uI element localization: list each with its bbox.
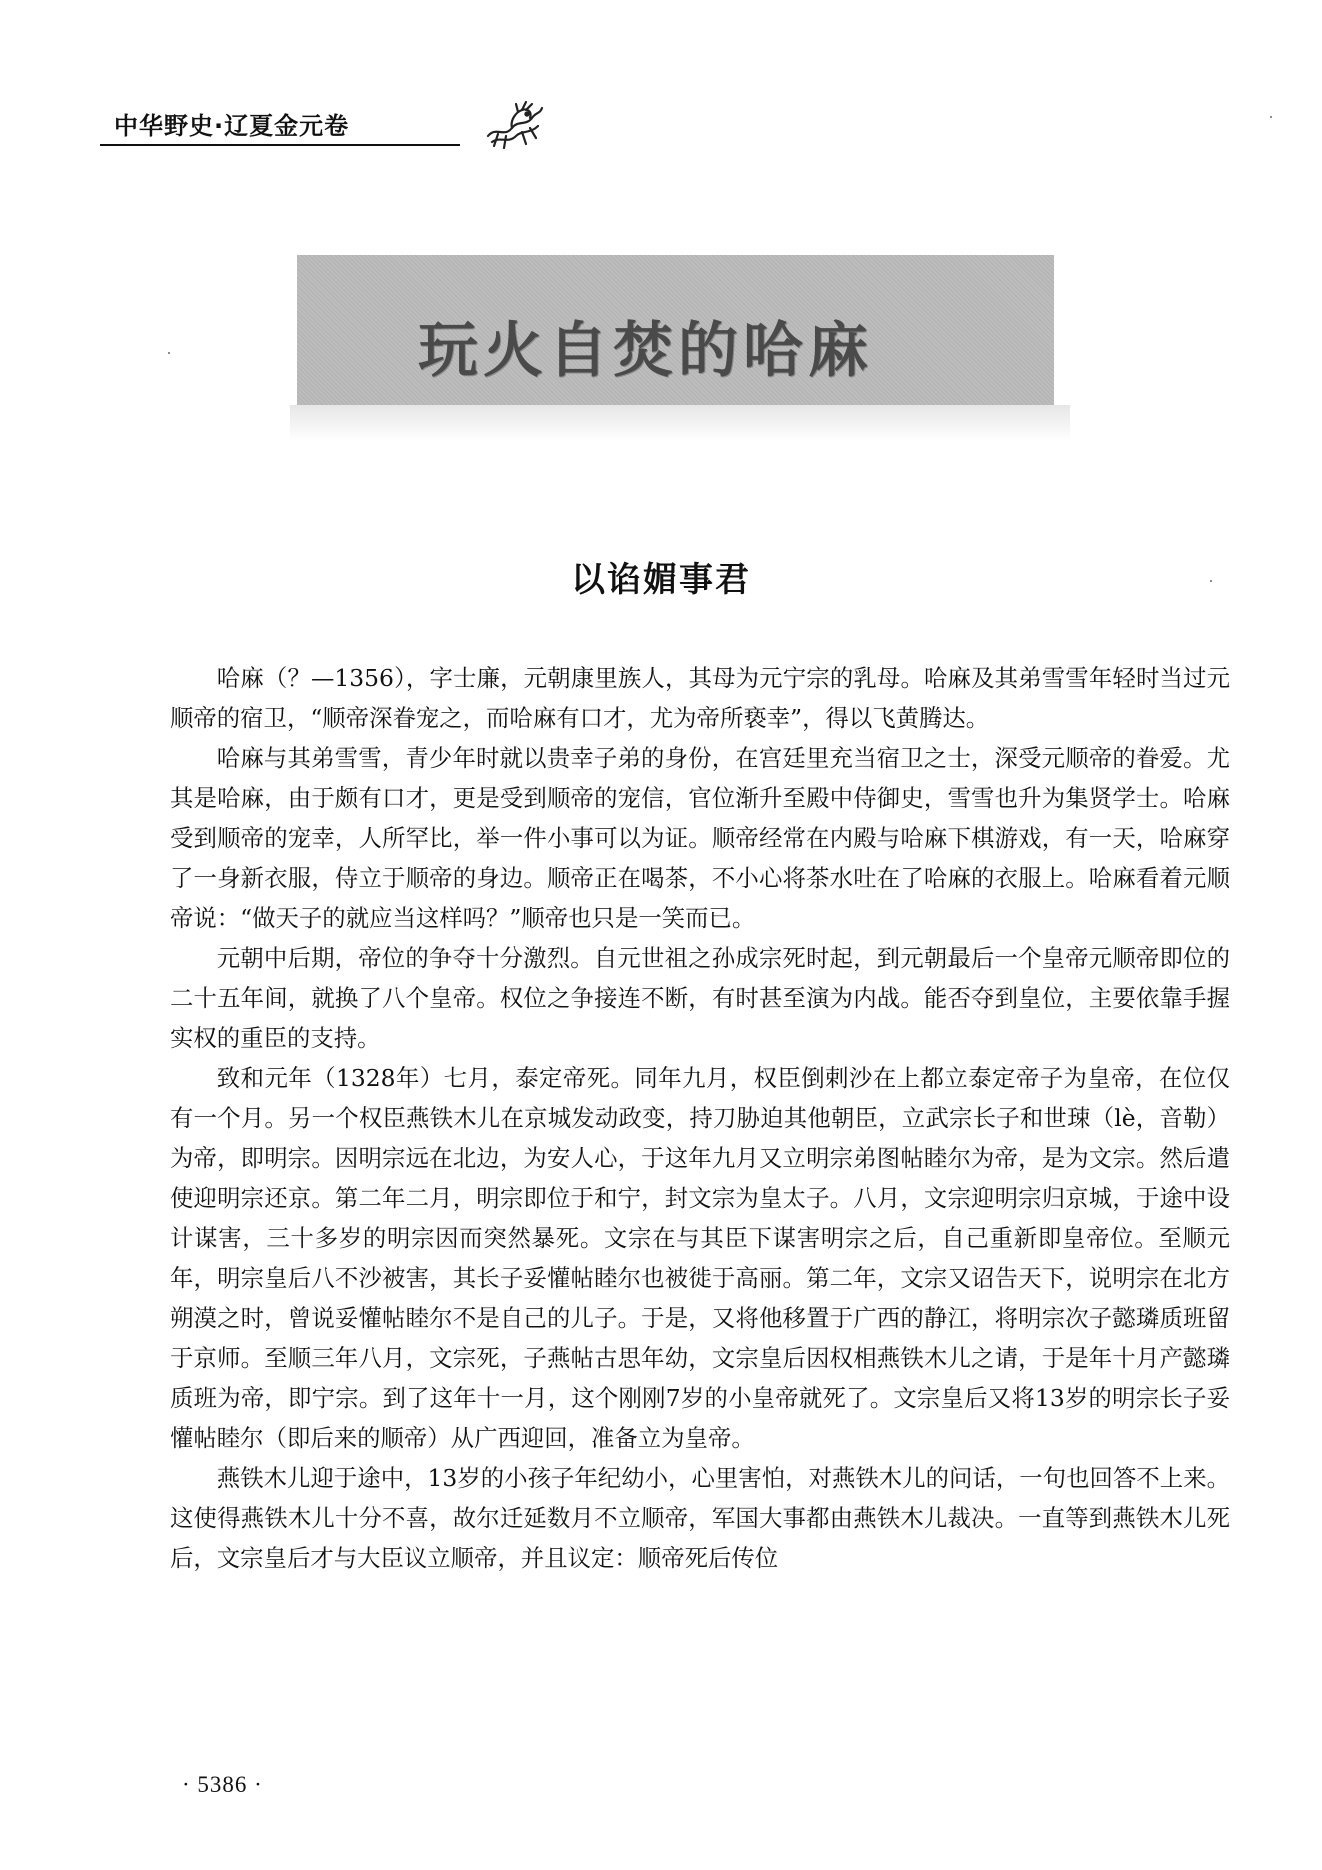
paragraph: 哈麻（？—1356），字士廉，元朝康里族人，其母为元宁宗的乳母。哈麻及其弟雪雪年轻时当过元顺帝的宿卫，“顺帝深眷宠之，而哈麻有口才，尤为帝所亵幸”，得以飞黄腾达。 xyxy=(170,664,1230,732)
article-body xyxy=(170,658,1230,1578)
book-title: 中华野史·辽夏金元卷 xyxy=(114,112,350,140)
section-heading: 以谄媚事君 xyxy=(571,560,751,600)
page-number: · 5386 · xyxy=(182,1772,263,1797)
chapter-title: 玩火自焚的哈麻 xyxy=(418,316,873,386)
scan-speck xyxy=(1270,116,1272,118)
paragraph: 元朝中后期，帝位的争夺十分激烈。自元世祖之孙成宗死时起，到元朝最后一个皇帝元顺帝即位的二十五年间，就换了八个皇帝。权位之争接连不断，有时甚至演为内战。能否夺到皇位，主要依靠手握实权的重臣的支持。 xyxy=(170,944,1230,1052)
dragon-icon xyxy=(482,92,546,152)
header-rule xyxy=(100,144,460,146)
banner-shadow xyxy=(290,405,1070,441)
paragraph: 哈麻与其弟雪雪，青少年时就以贵幸子弟的身份，在宫廷里充当宿卫之士，深受元顺帝的眷爱。尤其是哈麻，由于颇有口才，更是受到顺帝的宠信，官位渐升至殿中侍御史，雪雪也升为集贤学士。哈麻受到顺帝的宠幸，人所罕比，举一件小事可以为证。顺帝经常在内殿与哈麻下棋游戏，有一天，哈麻穿了一身新衣服，侍立于顺帝的身边。顺帝正在喝茶，不小心将茶水吐在了哈麻的衣服上。哈麻看着元顺帝说：“做天子的就应当这样吗？”顺帝也只是一笑而已。 xyxy=(170,744,1230,932)
page-header xyxy=(100,92,960,152)
paragraph: 致和元年（1328年）七月，泰定帝死。同年九月，权臣倒剌沙在上都立泰定帝子为皇帝，在位仅有一个月。另一个权臣燕铁木儿在京城发动政变，持刀胁迫其他朝臣，立武宗长子和世㻋（lè，音勒）为帝，即明宗。因明宗远在北边，为安人心，于这年九月又立明宗弟图帖睦尔为帝，是为文宗。然后遣使迎明宗还京。第二年二月，明宗即位于和宁，封文宗为皇太子。八月，文宗迎明宗归京城，于途中设计谋害，三十多岁的明宗因而突然暴死。文宗在与其臣下谋害明宗之后，自己重新即皇帝位。至顺元年，明宗皇后八不沙被害，其长子妥懽帖睦尔也被徙于高丽。第二年，文宗又诏告天下，说明宗在北方朔漠之时，曾说妥懽帖睦尔不是自己的儿子。于是，又将他移置于广西的静江，将明宗次子懿璘质班留于京师。至顺三年八月，文宗死，子燕帖古思年幼，文宗皇后因权相燕铁木儿之请，于是年十月产懿璘质班为帝，即宁宗。到了这年十一月，这个刚刚7岁的小皇帝就死了。文宗皇后又将13岁的明宗长子妥懽帖睦尔（即后来的顺帝）从广西迎回，准备立为皇帝。 xyxy=(170,1064,1230,1452)
chapter-banner xyxy=(297,255,1054,405)
scan-speck xyxy=(168,352,170,354)
paragraph: 燕铁木儿迎于途中，13岁的小孩子年纪幼小，心里害怕，对燕铁木儿的问话，一句也回答不上来。这使得燕铁木儿十分不喜，故尔迁延数月不立顺帝，军国大事都由燕铁木儿裁决。一直等到燕铁木儿死后，文宗皇后才与大臣议立顺帝，并且议定：顺帝死后传位 xyxy=(170,1464,1230,1572)
scan-speck xyxy=(1210,580,1212,582)
